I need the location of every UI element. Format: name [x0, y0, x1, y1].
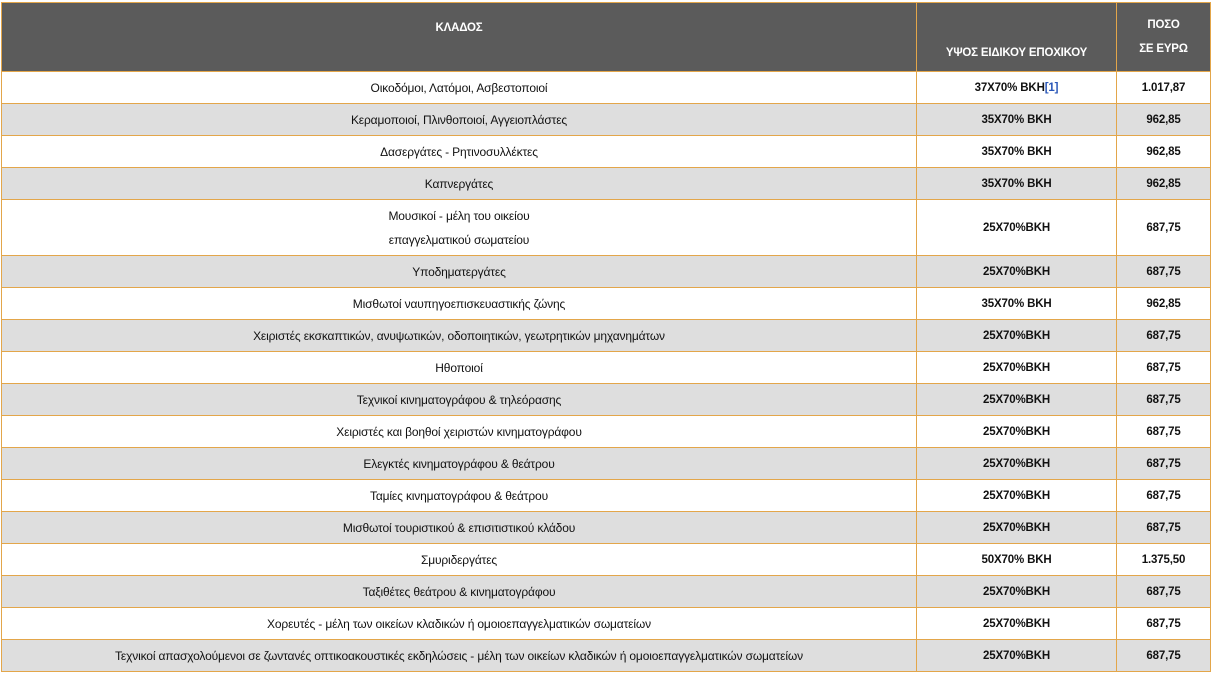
- branch-cell: [2, 544, 917, 576]
- table-row: [2, 256, 1211, 288]
- amount-cell: 687,75: [1117, 384, 1211, 416]
- branch-cell: [2, 352, 917, 384]
- level-value: 35Χ70% ΒΚΗ: [981, 297, 1052, 310]
- table-row: [2, 576, 1211, 608]
- table-row: [2, 104, 1211, 136]
- level-cell: [917, 72, 1117, 104]
- branch-cell: [2, 608, 917, 640]
- table-row: [2, 512, 1211, 544]
- branch-cell: [2, 512, 917, 544]
- level-cell: [917, 608, 1117, 640]
- header-amount-eur-line1: ΠΟΣΟ: [1147, 19, 1180, 31]
- header-branch: ΚΛΑΔΟΣ: [2, 3, 917, 72]
- amount-cell: 687,75: [1117, 640, 1211, 672]
- branch-name: Καπνεργάτες: [424, 176, 494, 191]
- amount-cell: 962,85: [1117, 168, 1211, 200]
- header-amount-level: ΥΨΟΣ ΕΙΔΙΚΟΥ ΕΠΟΧΙΚΟΥ: [917, 3, 1117, 72]
- branch-name: Μουσικοί - μέλη του οικείου: [388, 208, 530, 223]
- amount-cell: 687,75: [1117, 608, 1211, 640]
- level-cell: [917, 512, 1117, 544]
- level-value: 25Χ70%ΒΚΗ: [982, 329, 1051, 342]
- branch-name: Κεραμοποιοί, Πλινθοποιοί, Αγγειοπλάστες: [350, 112, 568, 127]
- table-row: [2, 168, 1211, 200]
- level-value: 35Χ70% ΒΚΗ: [981, 145, 1052, 158]
- branch-name: Ταξιθέτες θεάτρου & κινηματογράφου: [362, 584, 556, 599]
- table-body: [2, 72, 1211, 672]
- level-cell: [917, 640, 1117, 672]
- branch-cell: [2, 200, 917, 256]
- branch-name: Δασεργάτες - Ρητινοσυλλέκτες: [380, 144, 538, 159]
- table-row: [2, 288, 1211, 320]
- level-cell: [917, 200, 1117, 256]
- branch-cell: [2, 288, 917, 320]
- amount-cell: 687,75: [1117, 352, 1211, 384]
- level-value: 25Χ70%ΒΚΗ: [982, 393, 1051, 406]
- branch-cell: [2, 320, 917, 352]
- header-row: [2, 3, 1211, 72]
- level-cell: [917, 480, 1117, 512]
- table-row: [2, 320, 1211, 352]
- branch-name: Οικοδόμοι, Λατόμοι, Ασβεστοποιοί: [370, 80, 548, 95]
- level-value: 35Χ70% ΒΚΗ: [981, 177, 1052, 190]
- table-header: [2, 3, 1211, 72]
- branch-name: Ταμίες κινηματογράφου & θεάτρου: [370, 488, 548, 503]
- header-amount-eur: [1117, 3, 1211, 72]
- table-row: [2, 608, 1211, 640]
- level-value: 25Χ70%ΒΚΗ: [982, 265, 1051, 278]
- table-row: [2, 200, 1211, 256]
- table-row: [2, 72, 1211, 104]
- level-cell: [917, 352, 1117, 384]
- footnote-link[interactable]: [1]: [1044, 81, 1059, 94]
- branch-name: Χειριστές εκσκαπτικών, ανυψωτικών, οδοποιητικών, γεωτρητικών μηχανημάτων: [253, 328, 665, 343]
- seasonal-benefit-table-container: [1, 2, 1210, 672]
- branch-cell: [2, 480, 917, 512]
- level-value: 25Χ70%ΒΚΗ: [982, 457, 1051, 470]
- amount-cell: 962,85: [1117, 136, 1211, 168]
- amount-cell: 687,75: [1117, 576, 1211, 608]
- branch-cell: [2, 416, 917, 448]
- branch-name: Ελεγκτές κινηματογράφου & θεάτρου: [363, 456, 555, 471]
- level-cell: [917, 384, 1117, 416]
- level-cell: [917, 288, 1117, 320]
- branch-name: Υποδηματεργάτες: [412, 264, 506, 279]
- seasonal-benefit-table: [1, 2, 1211, 672]
- branch-cell: [2, 168, 917, 200]
- branch-cell: [2, 448, 917, 480]
- level-value: 25Χ70%ΒΚΗ: [982, 361, 1051, 374]
- branch-name: Μισθωτοί τουριστικού & επισιτιστικού κλάδου: [342, 520, 576, 535]
- branch-name: Χειριστές και βοηθοί χειριστών κινηματογράφου: [336, 424, 582, 439]
- amount-cell: 687,75: [1117, 200, 1211, 256]
- branch-cell: [2, 576, 917, 608]
- level-cell: [917, 104, 1117, 136]
- level-cell: [917, 136, 1117, 168]
- branch-name: Τεχνικοί κινηματογράφου & τηλεόρασης: [356, 392, 562, 407]
- amount-cell: 962,85: [1117, 104, 1211, 136]
- branch-cell: [2, 72, 917, 104]
- level-cell: [917, 576, 1117, 608]
- table-row: [2, 480, 1211, 512]
- amount-cell: 687,75: [1117, 320, 1211, 352]
- table-row: [2, 448, 1211, 480]
- level-value: 25Χ70%ΒΚΗ: [982, 425, 1051, 438]
- table-row: [2, 352, 1211, 384]
- branch-name: Χορευτές - μέλη των οικείων κλαδικών ή ομοιοεπαγγελματικών σωματείων: [267, 616, 651, 631]
- amount-cell: 962,85: [1117, 288, 1211, 320]
- level-value: 50Χ70% ΒΚΗ: [981, 553, 1052, 566]
- branch-name: Μισθωτοί ναυπηγοεπισκευαστικής ζώνης: [352, 296, 566, 311]
- branch-cell: [2, 136, 917, 168]
- table-row: [2, 416, 1211, 448]
- level-cell: [917, 448, 1117, 480]
- amount-cell: 687,75: [1117, 480, 1211, 512]
- level-value: 25Χ70%ΒΚΗ: [982, 489, 1051, 502]
- branch-cell: [2, 384, 917, 416]
- level-value: 25Χ70%ΒΚΗ: [982, 521, 1051, 534]
- table-row: [2, 384, 1211, 416]
- level-cell: [917, 320, 1117, 352]
- branch-cell: [2, 256, 917, 288]
- amount-cell: 687,75: [1117, 448, 1211, 480]
- amount-cell: 687,75: [1117, 256, 1211, 288]
- table-row: [2, 544, 1211, 576]
- branch-name: Ηθοποιοί: [435, 360, 483, 375]
- branch-cell: [2, 640, 917, 672]
- level-value: 25Χ70%ΒΚΗ: [982, 585, 1051, 598]
- branch-name: επαγγελματικού σωματείου: [388, 232, 530, 247]
- amount-cell: 1.017,87: [1117, 72, 1211, 104]
- header-amount-eur-line2: ΣΕ ΕΥΡΩ: [1139, 43, 1188, 55]
- level-cell: [917, 544, 1117, 576]
- table-row: [2, 136, 1211, 168]
- amount-cell: 687,75: [1117, 416, 1211, 448]
- level-value: 35Χ70% ΒΚΗ: [981, 113, 1052, 126]
- level-cell: [917, 168, 1117, 200]
- level-cell: [917, 256, 1117, 288]
- branch-cell: [2, 104, 917, 136]
- amount-cell: 1.375,50: [1117, 544, 1211, 576]
- branch-name: Σμυριδεργάτες: [420, 552, 498, 567]
- amount-cell: 687,75: [1117, 512, 1211, 544]
- level-value: 25Χ70%ΒΚΗ: [982, 649, 1051, 662]
- level-cell: [917, 416, 1117, 448]
- level-value: 25Χ70%ΒΚΗ: [982, 221, 1051, 234]
- branch-name: Τεχνικοί απασχολούμενοι σε ζωντανές οπτικοακουστικές εκδηλώσεις - μέλη των οικείων κλαδικών ή ομοιοεπαγγελματικών σωματείων: [115, 648, 803, 663]
- level-value: 37Χ70% ΒΚΗ: [974, 81, 1045, 94]
- level-value: 25Χ70%ΒΚΗ: [982, 617, 1051, 630]
- table-row: [2, 640, 1211, 672]
